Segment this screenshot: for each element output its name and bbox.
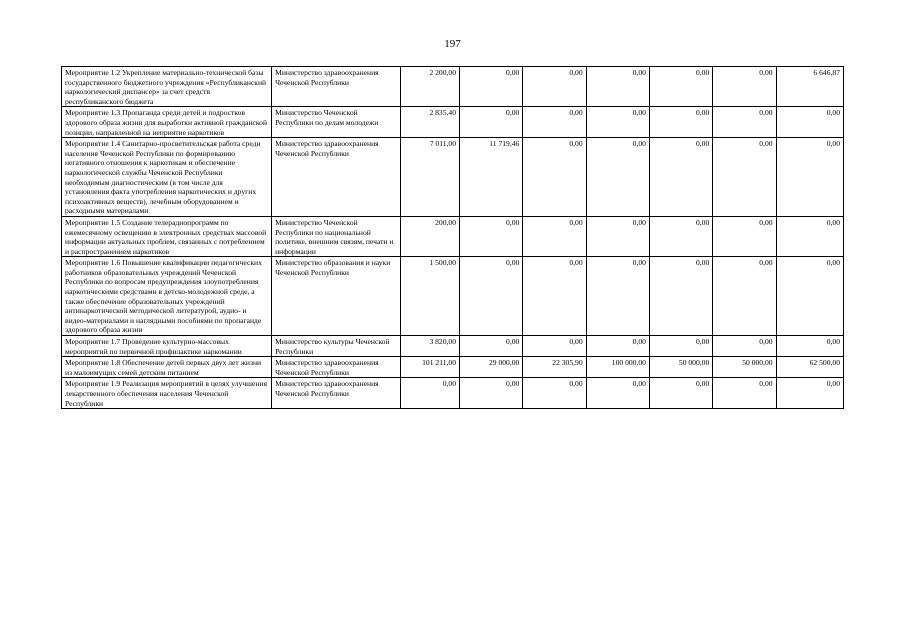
amount-cell: 0,00 [523,216,586,256]
event-cell: Мероприятие 1.8 Обеспечение детей первых двух лет жизни из малоимущих семей детским питанием [62,357,272,378]
executor-cell: Министерство здравоохранения Чеченской Республики [272,357,401,378]
table-row [62,107,844,138]
event-cell: Мероприятие 1.5 Создание телерадиопрограмм по ежемесячному освещению в электронных средствах массовой информации актуальных проблем, связанных с потреблением и распространением наркотиков [62,216,272,256]
amount-cell: 0,00 [713,138,776,217]
amount-cell: 6 646,87 [776,67,843,107]
amount-cell: 0,00 [523,107,586,138]
amount-cell: 0,00 [523,378,586,409]
amount-cell: 50 000,00 [649,357,712,378]
table-row [62,138,844,217]
amount-cell: 0,00 [776,378,843,409]
amount-cell: 100 000,00 [586,357,649,378]
amount-cell: 0,00 [586,257,649,336]
amount-cell: 0,00 [460,107,523,138]
amount-cell: 0,00 [460,257,523,336]
amount-cell: 0,00 [649,138,712,217]
executor-cell: Министерство Чеченской Республики по делам молодежи [272,107,401,138]
event-cell: Мероприятие 1.3 Пропаганда среди детей и подростков здорового образа жизни для выработки активной гражданской позиции, направленной на неприятие наркотиков [62,107,272,138]
table-row [62,336,844,357]
amount-cell: 0,00 [649,107,712,138]
event-cell: Мероприятие 1.6 Повышение квалификации педагогических работников образовательных учреждений Чеченской Республики по вопросам предупреждения злоупотребления наркотическими средствами в детско-молодежной среде, а также обеспечение образовательных учреждений антинаркотической методической литературой, аудио- и видео-материалами и наглядными пособиями по пропаганде здорового образа жизни [62,257,272,336]
executor-cell: Министерство здравоохранения Чеченской Республики [272,67,401,107]
page-number: 197 [444,38,461,50]
amount-cell: 0,00 [400,378,459,409]
amount-cell: 7 011,00 [400,138,459,217]
amount-cell: 0,00 [776,107,843,138]
executor-cell: Министерство культуры Чеченской Республики [272,336,401,357]
amount-cell: 0,00 [776,336,843,357]
executor-cell: Министерство здравоохранения Чеченской Республики [272,138,401,217]
amount-cell: 0,00 [460,336,523,357]
table-row [62,378,844,409]
executor-cell: Министерство Чеченской Республики по национальной политике, внешним связям, печати и информации [272,216,401,256]
amount-cell: 0,00 [649,257,712,336]
amount-cell: 2 835,40 [400,107,459,138]
amount-cell: 3 820,00 [400,336,459,357]
executor-cell: Министерство здравоохранения Чеченской Республики [272,378,401,409]
budget-table [61,66,844,409]
amount-cell: 0,00 [649,336,712,357]
amount-cell: 0,00 [649,378,712,409]
amount-cell: 11 719,46 [460,138,523,217]
table-row [62,216,844,256]
event-cell: Мероприятие 1.4 Санитарно-просветительская работа среди населения Чеченской Республики по формированию негативного отношения к наркотикам и обеспечение наркологической службы Чеченской Республики необходимым диагностическим (в том числе для установления факта употребления наркотических и других психоактивных веществ), лечебным оборудованием и расходными материалами [62,138,272,217]
table-row [62,67,844,107]
table-row [62,357,844,378]
amount-cell: 0,00 [523,138,586,217]
amount-cell: 0,00 [586,138,649,217]
event-cell: Мероприятие 1.7 Проведение культурно-массовых мероприятий по первичной профилактике наркомании [62,336,272,357]
amount-cell: 0,00 [586,216,649,256]
amount-cell: 0,00 [460,216,523,256]
amount-cell: 0,00 [713,107,776,138]
amount-cell: 0,00 [586,67,649,107]
amount-cell: 22 305,90 [523,357,586,378]
amount-cell: 0,00 [649,67,712,107]
amount-cell: 0,00 [460,378,523,409]
amount-cell: 62 500,00 [776,357,843,378]
amount-cell: 0,00 [460,67,523,107]
amount-cell: 2 200,00 [400,67,459,107]
amount-cell: 0,00 [713,336,776,357]
amount-cell: 0,00 [523,336,586,357]
amount-cell: 50 000,00 [713,357,776,378]
amount-cell: 0,00 [776,257,843,336]
event-cell: Мероприятие 1.2 Укрепление материально-технической базы государственного бюджетного учреждения «Республиканский наркологический диспансер» за счет средств республиканского бюджета [62,67,272,107]
executor-cell: Министерство образования и науки Чеченской Республики [272,257,401,336]
amount-cell: 0,00 [713,257,776,336]
amount-cell: 0,00 [713,67,776,107]
amount-cell: 0,00 [713,216,776,256]
amount-cell: 0,00 [523,67,586,107]
amount-cell: 0,00 [776,138,843,217]
amount-cell: 1 500,00 [400,257,459,336]
amount-cell: 200,00 [400,216,459,256]
amount-cell: 0,00 [586,378,649,409]
table-body [62,67,844,409]
amount-cell: 0,00 [586,107,649,138]
amount-cell: 29 000,00 [460,357,523,378]
amount-cell: 0,00 [776,216,843,256]
amount-cell: 101 211,00 [400,357,459,378]
table-row [62,257,844,336]
amount-cell: 0,00 [713,378,776,409]
amount-cell: 0,00 [523,257,586,336]
amount-cell: 0,00 [649,216,712,256]
amount-cell: 0,00 [586,336,649,357]
event-cell: Мероприятие 1.9 Реализация мероприятий в целях улучшения лекарственного обеспечения населения Чеченской Республики [62,378,272,409]
